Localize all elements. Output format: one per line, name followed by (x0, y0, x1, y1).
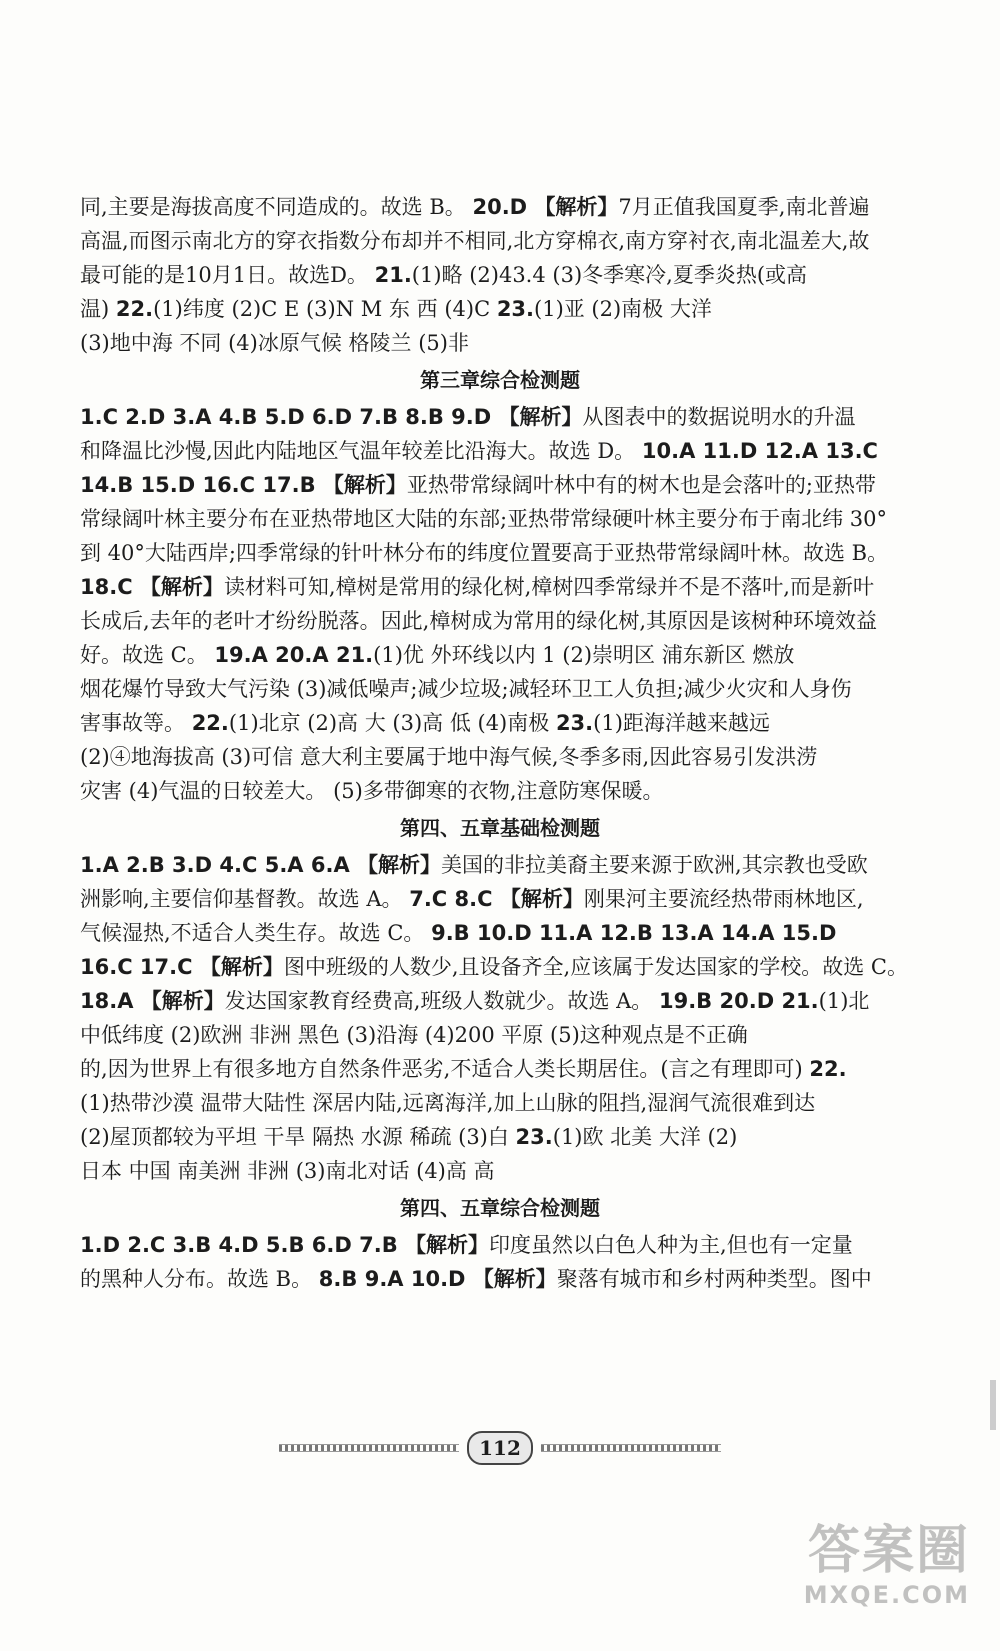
text-segment: 聚落有城市和乡村两种类型。图中 (556, 1267, 872, 1291)
edge-mark (990, 1380, 996, 1430)
text-line (80, 326, 920, 360)
text-segment: (1)距海洋越来越远 (593, 711, 770, 735)
text-segment: 气候湿热,不适合人类生存。故选 C。 (80, 921, 432, 945)
text-line (80, 570, 920, 604)
text-segment: (1)纬度 (2)C E (3)N M 东 西 (4)C (153, 297, 497, 321)
answer-key-text: 21. (374, 263, 412, 287)
answer-key-text: 【解析】 (492, 887, 584, 911)
answer-key-text: 7.C 8.C (409, 887, 493, 911)
text-line (80, 502, 920, 536)
text-segment: 到 40°大陆西岸;四季常绿的针叶林分布的纬度位置要高于亚热带常绿阔叶林。故选 B。 (80, 541, 889, 565)
text-line (80, 1262, 920, 1296)
text-line (80, 536, 920, 570)
text-segment: 和降温比沙慢,因此内陆地区气温年较差比沿海大。故选 D。 (80, 439, 642, 463)
text-segment: 的黑种人分布。故选 B。 (80, 1267, 319, 1291)
text-line (80, 1154, 920, 1188)
text-segment: 读材料可知,樟树是常用的绿化树,樟树四季常绿并不是不落叶,而是新叶 (223, 575, 874, 599)
text-segment: 害事故等。 (80, 711, 192, 735)
section-heading: 第四、五章基础检测题 (400, 816, 600, 840)
watermark-logo: 答案圈 (807, 1521, 970, 1581)
text-line (80, 1086, 920, 1120)
text-segment: 日本 中国 南美洲 非洲 (3)南北对话 (4)高 高 (80, 1159, 495, 1183)
answer-key-text: 10.A 11.D 12.A 13.C (641, 439, 878, 463)
answer-key-text: 8.B 9.A 10.D (318, 1267, 466, 1291)
answer-key-text: 18.A (80, 989, 134, 1013)
answer-key-text: 23. (515, 1125, 553, 1149)
text-line (80, 292, 920, 326)
text-segment: 洲影响,主要信仰基督教。故选 A。 (80, 887, 410, 911)
footer-rule-right (541, 1444, 721, 1452)
answer-key-text: 1.D 2.C 3.B 4.D 5.B 6.D 7.B (80, 1233, 398, 1257)
answer-text-block (80, 190, 920, 1296)
answer-key-text: 23. (496, 297, 535, 321)
answer-key-text: 9.B 10.D 11.A 12.B 13.A 14.A 15.D (431, 921, 837, 945)
text-line (80, 672, 920, 706)
text-segment: 图中班级的人数少,且设备齐全,应该属于发达国家的学校。故选 C。 (283, 955, 908, 979)
text-segment: 中低纬度 (2)欧洲 非洲 黑色 (3)沿海 (4)200 平原 (5)这种观点是不正确 (80, 1023, 748, 1047)
text-segment: (1)亚 (2)南极 大洋 (534, 297, 712, 321)
text-line (80, 950, 920, 984)
answer-key-text: 1.C 2.D 3.A 4.B 5.D 6.D 7.B 8.B 9.D (80, 405, 492, 429)
answer-key-text: 【解析】 (132, 575, 224, 599)
text-line (80, 740, 920, 774)
text-segment: 印度虽然以白色人种为主,但也有一定量 (489, 1233, 853, 1257)
answer-key-text: 18.C (80, 575, 133, 599)
answer-key-text: 【解析】 (527, 195, 619, 219)
text-line (80, 706, 920, 740)
text-line (80, 1018, 920, 1052)
text-segment: (3)地中海 不同 (4)冰原气候 格陵兰 (5)非 (80, 331, 469, 355)
answer-key-text: 【解析】 (133, 989, 225, 1013)
text-line (80, 434, 920, 468)
page-number: 112 (467, 1431, 533, 1465)
text-line (80, 774, 920, 808)
watermark-domain: MXQE.COM (803, 1581, 970, 1609)
answer-key-text: 19.B 20.D 21. (658, 989, 819, 1013)
text-line (80, 400, 920, 434)
answer-key-text: 【解析】 (349, 853, 442, 877)
text-line (80, 258, 920, 292)
text-segment: (2)④地海拔高 (3)可信 意大利主要属于地中海气候,冬季多雨,因此容易引发洪涝 (80, 745, 818, 769)
text-segment: 好。故选 C。 (80, 643, 215, 667)
text-segment: (1)北京 (2)高 大 (3)高 低 (4)南极 (228, 711, 556, 735)
text-line (80, 604, 920, 638)
answer-key-text: 16.C 17.C (80, 955, 193, 979)
text-segment: 常绿阔叶林主要分布在亚热带地区大陆的东部;亚热带常绿硬叶林主要分布于南北纬 30° (80, 507, 887, 531)
text-line (80, 1052, 920, 1086)
text-segment: (1)欧 北美 大洋 (2) (552, 1125, 738, 1149)
text-segment: 最可能的是10月1日。故选D。 (80, 263, 375, 287)
text-line (80, 916, 920, 950)
text-line (80, 1228, 920, 1262)
answer-key-text: 23. (555, 711, 594, 735)
text-segment: 烟花爆竹导致大气污染 (3)减低噪声;减少垃圾;减轻环卫工人负担;减少火灾和人身伤 (80, 677, 852, 701)
text-segment: 的,因为世界上有很多地方自然条件恶劣,不适合人类长期居住。(言之有理即可) (80, 1057, 810, 1081)
text-segment: 从图表中的数据说明水的升温 (582, 405, 856, 429)
answer-key-text: 22. (809, 1057, 847, 1081)
answer-key-text: 22. (191, 711, 229, 735)
answer-key-text: 【解析】 (397, 1233, 490, 1257)
answer-key-text: 19.A 20.A 21. (214, 643, 374, 667)
text-line (80, 468, 920, 502)
text-segment: 同,主要是海拔高度不同造成的。故选 B。 (80, 195, 473, 219)
answer-key-text: 【解析】 (315, 473, 407, 497)
watermark (770, 1521, 970, 1631)
text-segment: (2)屋顶都较为平坦 干旱 隔热 水源 稀疏 (3)白 (80, 1125, 516, 1149)
text-segment: (1)略 (2)43.4 (3)冬季寒冷,夏季炎热(或高 (411, 263, 808, 287)
text-line (80, 848, 920, 882)
text-segment: 亚热带常绿阔叶林中有的树木也是会落叶的;亚热带 (406, 473, 876, 497)
text-segment: 温) (80, 297, 116, 321)
page-footer (0, 1428, 1000, 1468)
answer-key-text: 20.D (472, 195, 528, 219)
answer-key-text: 14.B 15.D 16.C 17.B (80, 473, 316, 497)
text-segment: 刚果河主要流经热带雨林地区, (583, 887, 864, 911)
text-line (80, 984, 920, 1018)
section-heading: 第三章综合检测题 (420, 368, 580, 392)
text-segment: (1)优 外环线以内 1 (2)崇明区 浦东新区 燃放 (373, 643, 795, 667)
text-line (80, 224, 920, 258)
answer-key-text: 【解析】 (491, 405, 583, 429)
text-line (80, 1120, 920, 1154)
section-heading: 第四、五章综合检测题 (400, 1196, 600, 1220)
answer-key-text: 【解析】 (465, 1267, 557, 1291)
text-segment: 发达国家教育经费高,班级人数就少。故选 A。 (224, 989, 659, 1013)
text-line (80, 638, 920, 672)
text-segment: 灾害 (4)气温的日较差大。 (5)多带御寒的衣物,注意防寒保暖。 (80, 779, 664, 803)
footer-rule-left (279, 1444, 459, 1452)
text-segment: (1)北 (818, 989, 870, 1013)
text-line (80, 190, 920, 224)
answer-key-text: 1.A 2.B 3.D 4.C 5.A 6.A (80, 853, 350, 877)
text-segment: 7月正值我国夏季,南北普遍 (618, 195, 870, 219)
answer-key-text: 【解析】 (192, 955, 284, 979)
text-segment: 高温,而图示南北方的穿衣指数分布却并不相同,北方穿棉衣,南方穿衬衣,南北温差大,故 (80, 229, 870, 253)
text-line (80, 882, 920, 916)
text-segment: 美国的非拉美裔主要来源于欧洲,其宗教也受欧 (441, 853, 868, 877)
answer-key-text: 22. (115, 297, 154, 321)
text-segment: (1)热带沙漠 温带大陆性 深居内陆,远离海洋,加上山脉的阻挡,湿润气流很难到达 (80, 1091, 816, 1115)
text-segment: 长成后,去年的老叶才纷纷脱落。因此,樟树成为常用的绿化树,其原因是该树种环境效益 (80, 609, 878, 633)
